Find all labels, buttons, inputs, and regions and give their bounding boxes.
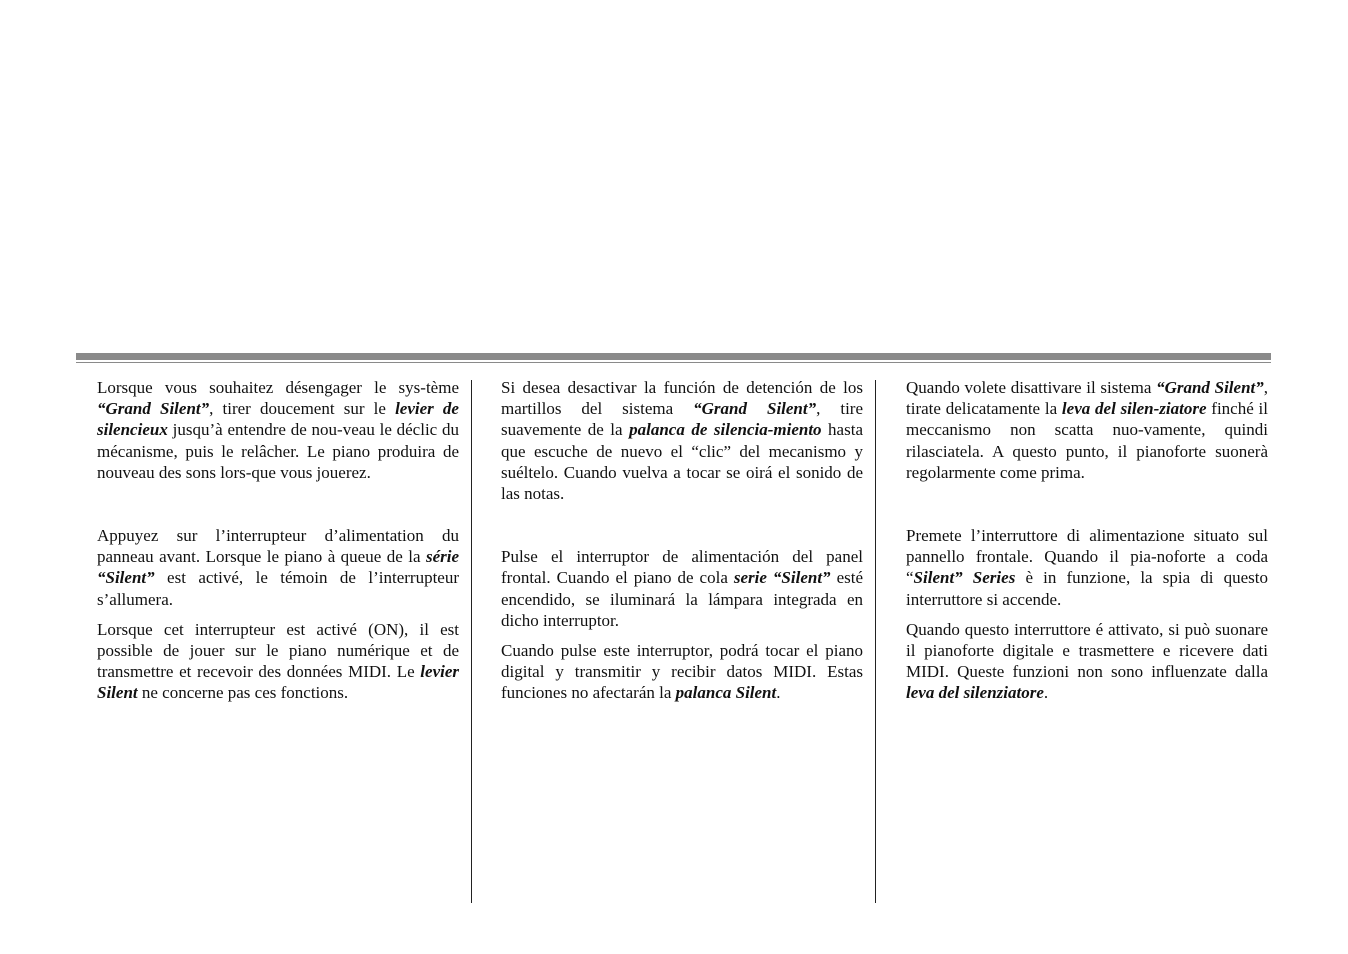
column-french bbox=[97, 377, 459, 704]
paragraph-midi-fr: Lorsque cet interrupteur est activé (ON), il est possible de jouer sur le piano numérique et de transmettre et recevoir des données MIDI. Le levier Silent ne concerne pas ces fonctions. bbox=[97, 619, 459, 703]
paragraph-midi-it: Quando questo interruttore é attivato, si può suonare il pianoforte digitale e trasmettere e ricevere dati MIDI. Queste funzioni non sono influenzate dalla leva del silenziatore. bbox=[906, 619, 1268, 703]
paragraph-power-switch-it: Premete l’interruttore di alimentazione situato sul pannello frontale. Quando il pia-noforte a coda “Silent” Series è in funzione, la spia di questo interruttore si accende. bbox=[906, 526, 1268, 609]
header-rule-thick bbox=[76, 353, 1271, 360]
paragraph-disengage-es: Si desea desactivar la función de detención de los martillos del sistema “Grand Silent”, tire suavemente de la palanca de silencia-miento hasta que escuche de nuevo el “clic” del mecanismo y suéltelo. Cuando vuelva a tocar se oirá el sonido de las notas. bbox=[501, 378, 863, 504]
paragraph-power-switch-fr: Appuyez sur l’interrupteur d’alimentation du panneau avant. Lorsque le piano à queue de la série “Silent” est activé, le témoin de l’interrupteur s’allumera. bbox=[97, 526, 459, 609]
column-spanish bbox=[501, 377, 863, 704]
paragraph-midi-es: Cuando pulse este interruptor, podrá tocar el piano digital y transmitir y recibir datos MIDI. Estas funciones no afectarán la palanca Silent. bbox=[501, 641, 863, 703]
paragraph-disengage-fr: Lorsque vous souhaitez désengager le sys-tème “Grand Silent”, tirer doucement sur le levier de silencieux jusqu’à entendre de nou-veau le déclic du mécanisme, puis le relâcher. Le piano produira de nouveau des sons lors-que vous jouerez. bbox=[97, 378, 459, 482]
column-divider-left bbox=[471, 380, 472, 903]
column-italian bbox=[906, 377, 1268, 704]
paragraph-disengage-it: Quando volete disattivare il sistema “Grand Silent”, tirate delicatamente la leva del silen-ziatore finché il meccanismo non scatta nuo-vamente, quindi rilasciatela. A questo punto, il pianoforte suonerà regolarmente come prima. bbox=[906, 378, 1268, 482]
column-divider-right bbox=[875, 380, 876, 903]
paragraph-power-switch-es: Pulse el interruptor de alimentación del panel frontal. Cuando el piano de cola serie “Silent” esté encendido, se iluminará la lámpara integrada en dicho interruptor. bbox=[501, 547, 863, 630]
header-rule-thin bbox=[76, 362, 1271, 363]
